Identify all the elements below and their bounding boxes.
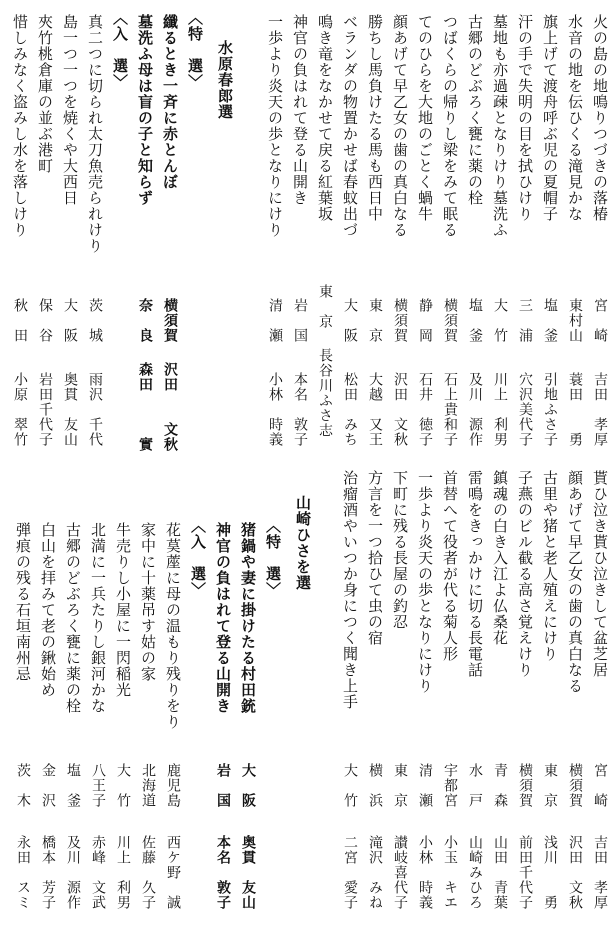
author-place: 清 瀬 (417, 763, 433, 808)
author-name: 川上 利男 (115, 835, 131, 910)
author-name: 石上貴和子 (442, 372, 458, 447)
author-name: 雨沢 千代 (87, 372, 103, 447)
haiku: 方言を一つ拾ひて虫の宿 (366, 470, 384, 646)
author-place: 秋 田 (12, 298, 28, 343)
haiku: 惜しみなく盗みし水を落しけり (11, 14, 29, 238)
haiku: 雷鳴をきっかけに切る長電話 (466, 470, 484, 678)
author-place: 塩 釜 (542, 298, 558, 343)
author-place: 大 竹 (492, 298, 508, 343)
author-place: 東 京 (542, 763, 558, 808)
haiku: 子燕のビル截る高さ覚えけり (516, 470, 534, 678)
author-name: 松田 みち (342, 372, 358, 447)
author-place: 東村山 (567, 298, 583, 343)
haiku: 一歩より炎天の歩となりにけり (416, 470, 434, 694)
author-name: 石井 徳子 (417, 372, 433, 447)
haiku: 火の島の地鳴りつづきの落椿 (591, 14, 609, 222)
author-place: 横 浜 (367, 763, 383, 808)
author-place: 横須賀 (392, 298, 408, 343)
haiku: 古里や猪と老人殖えにけり (541, 470, 559, 662)
author-place: 大 阪 (342, 298, 358, 343)
haiku-special: 墓洗ふ母は盲の子と知らず (136, 14, 154, 206)
special-selection-header: 〈特 選〉 (264, 518, 282, 598)
haiku: 治瘤酒やいつか身につく聞き上手 (341, 470, 359, 710)
author-name: 本名 敦子 (292, 372, 308, 447)
author-name: 永田 スミ (15, 835, 31, 910)
author-name: 沢田 文秋 (567, 835, 583, 910)
author-place: 東 京 (367, 298, 383, 343)
haiku: 弾痕の残る石垣南州忌 (14, 522, 32, 682)
author-name: 山田 青葉 (492, 835, 508, 910)
haiku: つばくらの帰りし梁をみて眠る (441, 14, 459, 238)
haiku: 顔あげて早乙女の歯の真白なる (391, 14, 409, 238)
author-name: 及川 源作 (467, 372, 483, 447)
author-place: 塩 釜 (65, 763, 81, 808)
author-name: 赤峰 文武 (90, 835, 106, 910)
author-name: 山崎みひろ (467, 835, 483, 910)
author-place: 横須賀 (517, 763, 533, 808)
special-selection-header: 〈特 選〉 (186, 10, 204, 90)
author-name: 小林 時義 (417, 835, 433, 910)
author-name: 本名 敦子 (215, 835, 231, 910)
author-name: 佐藤 久子 (140, 835, 156, 910)
author-place: 奈 良 (137, 298, 153, 343)
author-name: 及川 源作 (65, 835, 81, 910)
haiku: 真二つに切られ太刀魚売られけり (86, 14, 104, 254)
haiku: 墓地も亦過疎となりけり墓洗ふ (491, 14, 509, 238)
author-name: 岩田千代子 (37, 372, 53, 447)
author-place: 清 瀬 (267, 298, 283, 343)
author-place: 横須賀 (442, 298, 458, 343)
haiku: 鎮魂の白き入江よ仏桑花 (491, 470, 509, 646)
haiku: 牛売りし小屋に一閃稲光 (114, 522, 132, 698)
author-place: 青 森 (492, 763, 508, 808)
haiku: 一歩より炎天の歩となりにけり (266, 14, 284, 238)
author-place: 大 竹 (342, 763, 358, 808)
author-name: 二宮 愛子 (342, 835, 358, 910)
author-place: 東 京 (317, 284, 333, 329)
author-name: 西ケ野 誠 (165, 835, 181, 910)
author-name: 小玉 キエ (442, 835, 458, 910)
author-place: 宮 崎 (592, 763, 608, 808)
haiku-special: 猪鍋や妻に掛けたる村田銃 (239, 522, 257, 714)
author-name: 小原 翠竹 (12, 372, 28, 447)
haiku: 古郷のどぶろく甕に薬の栓 (466, 14, 484, 206)
selector-name: 山崎ひさを選 (294, 495, 312, 591)
author-place: 横須賀 (162, 298, 178, 343)
haiku: 首替へて役者が代る菊人形 (441, 470, 459, 662)
haiku: 夾竹桃倉庫の並ぶ港町 (36, 14, 54, 174)
author-place: 宮 崎 (592, 298, 608, 343)
author-place: 三 浦 (517, 298, 533, 343)
author-place: 大 竹 (115, 763, 131, 808)
haiku: てのひらを大地のごとく蝸牛 (416, 14, 434, 222)
author-place: 東 京 (392, 763, 408, 808)
haiku: 下町に残る長屋の釣忍 (391, 470, 409, 630)
author-name: 橋本 芳子 (40, 835, 56, 910)
author-name: 讃岐喜代子 (392, 835, 408, 910)
author-place: 静 岡 (417, 298, 433, 343)
author-name: 吉田 孝厚 (592, 835, 608, 910)
haiku: 顔あげて早乙女の歯の真白なる (566, 470, 584, 694)
author-name: 奥貫 友山 (62, 372, 78, 447)
haiku: 勝ちし馬負けたる馬も西日中 (366, 14, 384, 222)
haiku-special: 神官の負はれて登る山開き (214, 522, 232, 714)
haiku: 鳴き竜をなかせて戻る紅葉坂 (316, 14, 334, 222)
haiku: 貰ひ泣き貰ひ泣きして盆芝居 (591, 470, 609, 678)
selection-header: 〈入 選〉 (111, 10, 129, 90)
author-name: 前田千代子 (517, 835, 533, 910)
haiku: 白山を拝みて老の鍬始め (39, 522, 57, 698)
author-place: 水 戸 (467, 763, 483, 808)
author-place: 保 谷 (37, 298, 53, 343)
author-place: 大 阪 (240, 763, 256, 808)
haiku: 神官の負はれて登る山開き (291, 14, 309, 206)
author-name: 大越 又王 (367, 372, 383, 447)
author-place: 金 沢 (40, 763, 56, 808)
selector-name: 水原春郎選 (216, 40, 234, 120)
author-name: 沢田 文秋 (392, 372, 408, 447)
author-place: 北海道 (140, 763, 156, 808)
author-name: 浅川 勇 (542, 835, 558, 910)
selection-header: 〈入 選〉 (189, 518, 207, 598)
haiku: 北満に一兵たりし銀河かな (89, 522, 107, 714)
author-name: 引地ふさ子 (542, 372, 558, 447)
haiku: ベランダの物置かせば春蚊出づ (341, 14, 359, 238)
author-name: 森田 實 (137, 362, 153, 452)
author-name: 滝沢 みね (367, 835, 383, 910)
author-name: 蓑田 勇 (567, 372, 583, 447)
haiku: 汗の手で失明の目を拭ひけり (516, 14, 534, 222)
author-name: 吉田 孝厚 (592, 372, 608, 447)
author-name: 長谷川ふさ志 (317, 348, 333, 438)
author-name: 奥貫 友山 (240, 835, 256, 910)
author-place: 大 阪 (62, 298, 78, 343)
haiku: 花茣蓙に母の温もり残りをり (164, 522, 182, 730)
author-place: 鹿児島 (165, 763, 181, 808)
author-place: 横須賀 (567, 763, 583, 808)
haiku: 家中に十薬吊す姑の家 (139, 522, 157, 682)
author-place: 岩 国 (215, 763, 231, 808)
author-name: 小林 時義 (267, 372, 283, 447)
haiku: 古郷のどぶろく甕に薬の栓 (64, 522, 82, 714)
author-name: 川上 利男 (492, 372, 508, 447)
author-place: 宇都宮 (442, 763, 458, 808)
author-place: 茨 木 (15, 763, 31, 808)
author-place: 岩 国 (292, 298, 308, 343)
author-place: 八王子 (90, 763, 106, 808)
haiku-special: 纖るとき一斉に赤とんぼ (161, 14, 179, 190)
author-place: 塩 釜 (467, 298, 483, 343)
author-name: 穴沢美代子 (517, 372, 533, 447)
haiku: 島一つ一つを焼くや大西日 (61, 14, 79, 206)
haiku: 水音の地を伝ひくる滝見かな (566, 14, 584, 222)
haiku: 旗上げて渡舟呼ぶ児の夏帽子 (541, 14, 559, 222)
author-place: 茨 城 (87, 298, 103, 343)
author-name: 沢田 文秋 (162, 362, 178, 452)
